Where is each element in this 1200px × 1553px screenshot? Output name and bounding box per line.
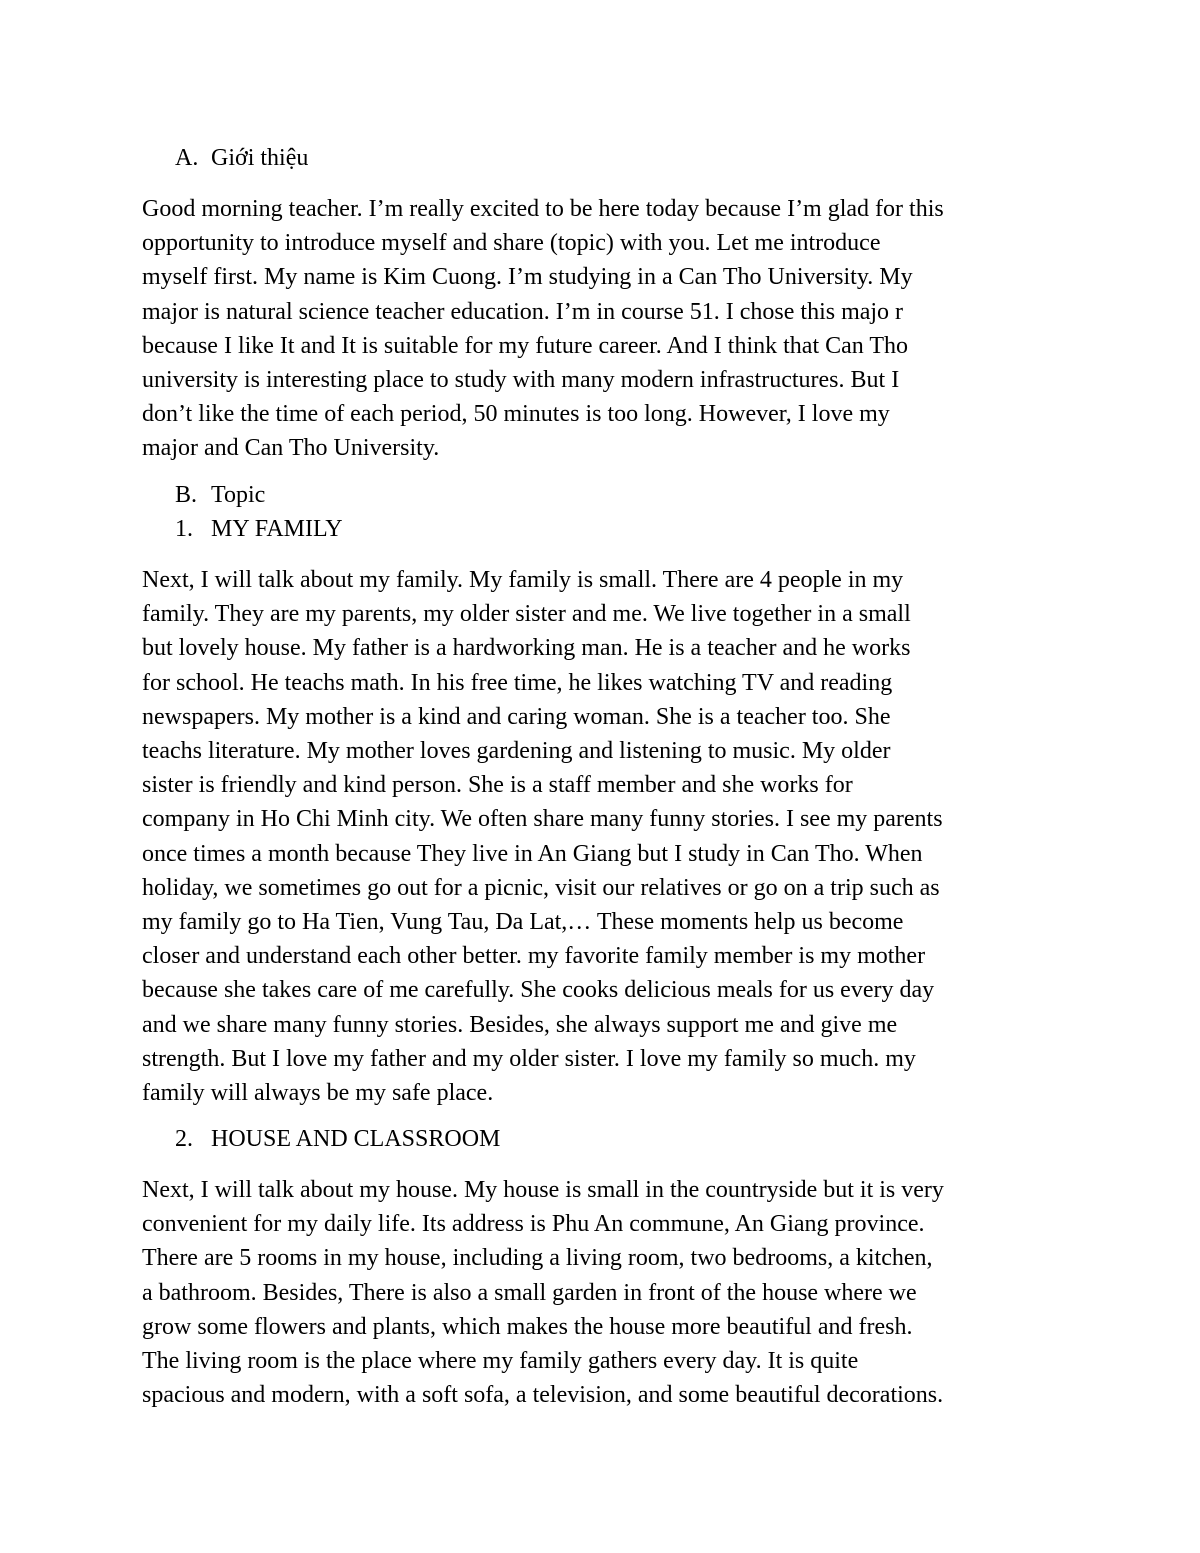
topic-1-heading — [175, 512, 343, 546]
house-line: The living room is the place where my family gathers every day. It is quite — [142, 1348, 859, 1375]
topic-2-heading — [175, 1122, 500, 1156]
section-b-title: Topic — [211, 482, 266, 508]
family-line: closer and understand each other better. my favorite family member is my mother — [142, 943, 926, 970]
family-line: but lovely house. My father is a hardworking man. He is a teacher and he works — [142, 635, 911, 662]
family-line: my family go to Ha Tien, Vung Tau, Da Lat,… These moments help us become — [142, 909, 904, 936]
house-line: convenient for my daily life. Its address is Phu An commune, An Giang province. — [142, 1211, 925, 1238]
section-b-marker: B. — [175, 482, 198, 508]
family-line: holiday, we sometimes go out for a picnic, visit our relatives or go on a trip such as — [142, 874, 940, 901]
intro-line: myself first. My name is Kim Cuong. I’m studying in a Can Tho University. My — [142, 264, 913, 291]
family-line: family will always be my safe place. — [142, 1080, 494, 1107]
family-line: family. They are my parents, my older sister and me. We live together in a small — [142, 601, 911, 628]
intro-line: major and Can Tho University. — [142, 435, 440, 462]
family-line: sister is friendly and kind person. She is a staff member and she works for — [142, 772, 853, 799]
family-line: newspapers. My mother is a kind and caring woman. She is a teacher too. She — [142, 703, 891, 730]
intro-line: university is interesting place to study with many modern infrastructures. But I — [142, 367, 900, 394]
house-line: grow some flowers and plants, which makes the house more beautiful and fresh. — [142, 1313, 913, 1340]
family-paragraph — [142, 563, 1072, 1110]
family-line: company in Ho Chi Minh city. We often share many funny stories. I see my parents — [142, 806, 943, 833]
family-line: once times a month because They live in An Giang but I study in Can Tho. When — [142, 840, 923, 867]
topic-2-title: HOUSE AND CLASSROOM — [211, 1126, 501, 1152]
house-line: spacious and modern, with a soft sofa, a television, and some beautiful decorations. — [142, 1382, 944, 1409]
intro-line: opportunity to introduce myself and share (topic) with you. Let me introduce — [142, 230, 881, 257]
house-paragraph — [142, 1173, 1072, 1412]
section-a-marker: A. — [175, 145, 199, 171]
topic-2-marker: 2. — [175, 1126, 193, 1152]
family-line: Next, I will talk about my family. My family is small. There are 4 people in my — [142, 567, 904, 593]
intro-line: don’t like the time of each period, 50 minutes is too long. However, I love my — [142, 401, 890, 428]
house-line: a bathroom. Besides, There is also a small garden in front of the house where we — [142, 1279, 917, 1306]
house-line: There are 5 rooms in my house, including a living room, two bedrooms, a kitchen, — [142, 1245, 933, 1272]
family-line: for school. He teachs math. In his free time, he likes watching TV and reading — [142, 669, 893, 696]
intro-paragraph — [142, 192, 1072, 466]
family-line: strength. But I love my father and my older sister. I love my family so much. my — [142, 1045, 916, 1072]
family-line: because she takes care of me carefully. She cooks delicious meals for us every day — [142, 977, 935, 1004]
intro-line: because I like It and It is suitable for my future career. And I think that Can Tho — [142, 332, 908, 359]
intro-line: major is natural science teacher education. I’m in course 51. I chose this majo r — [142, 298, 904, 325]
section-a-heading — [175, 141, 308, 175]
house-line: Next, I will talk about my house. My house is small in the countryside but it is very — [142, 1177, 944, 1203]
topic-1-marker: 1. — [175, 516, 193, 542]
family-line: teachs literature. My mother loves gardening and listening to music. My older — [142, 738, 891, 765]
section-b-heading — [175, 478, 265, 512]
section-a-title: Giới thiệu — [211, 145, 309, 171]
intro-line: Good morning teacher. I’m really excited to be here today because I’m glad for this — [142, 196, 944, 222]
topic-1-title: MY FAMILY — [211, 516, 343, 542]
family-line: and we share many funny stories. Besides, she always support me and give me — [142, 1011, 898, 1038]
